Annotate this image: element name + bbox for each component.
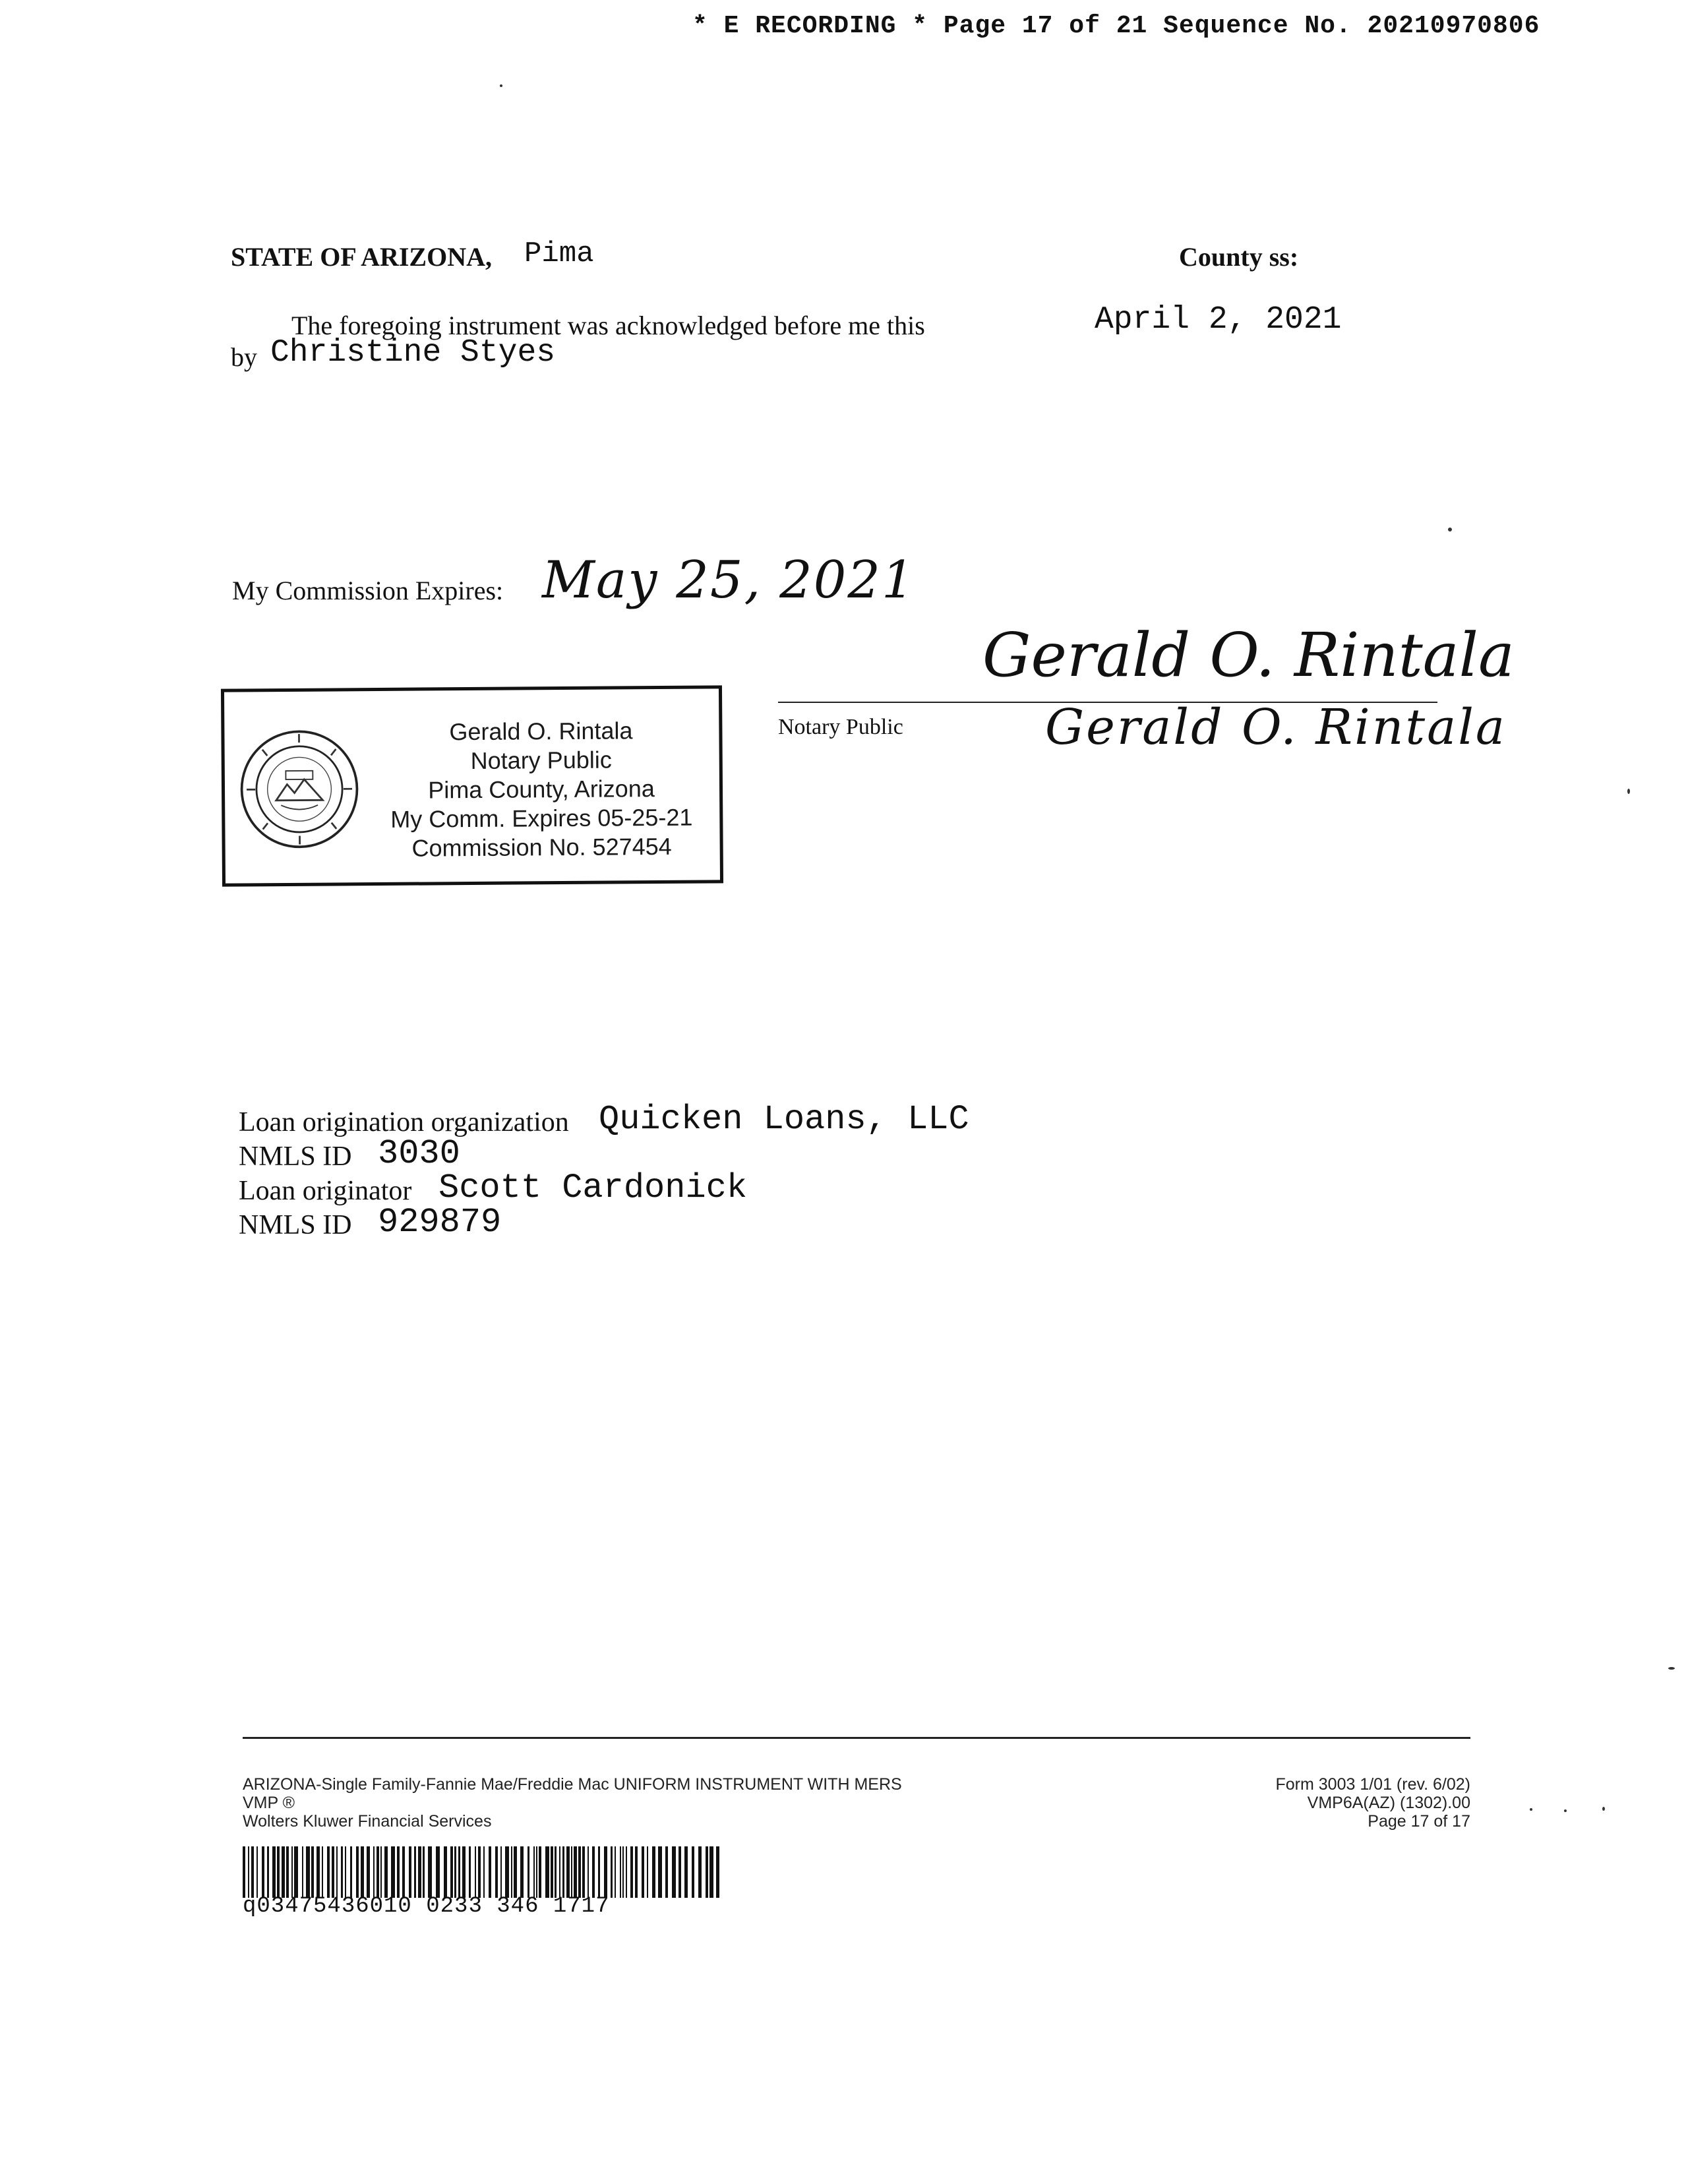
commission-expires-label: My Commission Expires: bbox=[232, 576, 504, 605]
stamp-commission-number: Commission No. 527454 bbox=[411, 832, 672, 862]
notary-signature: Gerald O. Rintala bbox=[982, 620, 1515, 690]
org-nmls-label: NMLS ID bbox=[239, 1141, 352, 1172]
footer-publisher: Wolters Kluwer Financial Services bbox=[243, 1812, 492, 1831]
acknowledgment-text: The foregoing instrument was acknowledged before me this bbox=[291, 311, 925, 340]
barcode-icon bbox=[243, 1846, 724, 1898]
barcode-text: q03475436010 0233 346 1717 bbox=[243, 1894, 610, 1919]
by-label: by bbox=[231, 342, 257, 372]
footer-form-title: ARIZONA-Single Family-Fannie Mae/Freddie Mac UNIFORM INSTRUMENT WITH MERS bbox=[243, 1775, 902, 1794]
signer-name: Christine Styes bbox=[270, 335, 556, 371]
footer-vmp: VMP ® bbox=[243, 1794, 295, 1812]
state-seal-icon bbox=[237, 727, 361, 851]
recording-header: * E RECORDING * Page 17 of 21 Sequence No. 20210970806 bbox=[692, 12, 1540, 40]
stamp-county: Pima County, Arizona bbox=[428, 775, 655, 804]
state-label: STATE OF ARIZONA, bbox=[231, 242, 492, 272]
footer-rule bbox=[243, 1737, 1470, 1739]
footer-form-code: VMP6A(AZ) (1302).00 bbox=[1307, 1794, 1470, 1812]
footer-form-info bbox=[1121, 1775, 1470, 1831]
notary-public-label: Notary Public bbox=[778, 715, 903, 739]
commission-expires-handwritten: May 25, 2021 bbox=[542, 551, 916, 610]
originator-nmls-value: 929879 bbox=[378, 1203, 502, 1242]
loan-originator-value: Scott Cardonick bbox=[438, 1168, 748, 1207]
stamp-notary-name: Gerald O. Rintala bbox=[449, 717, 633, 746]
org-nmls-value: 3030 bbox=[378, 1134, 460, 1173]
scan-speck bbox=[1530, 1808, 1532, 1811]
footer-page-number: Page 17 of 17 bbox=[1368, 1812, 1470, 1831]
scan-speck bbox=[1627, 789, 1630, 794]
scan-speck bbox=[1448, 528, 1452, 531]
notary-printed-name: Gerald O. Rintala bbox=[1045, 699, 1507, 756]
scan-speck bbox=[1602, 1807, 1605, 1811]
county-ss-label: County ss: bbox=[1179, 242, 1299, 272]
loan-org-label: Loan origination organization bbox=[239, 1107, 569, 1138]
acknowledgment-date: April 2, 2021 bbox=[1095, 302, 1342, 338]
notary-stamp bbox=[221, 685, 723, 886]
stamp-expiration: My Comm. Expires 05-25-21 bbox=[390, 803, 693, 833]
loan-org-value: Quicken Loans, LLC bbox=[599, 1100, 969, 1139]
scan-speck bbox=[1564, 1809, 1567, 1812]
scan-speck bbox=[500, 84, 502, 87]
loan-originator-label: Loan originator bbox=[239, 1176, 412, 1206]
footer-form-number: Form 3003 1/01 (rev. 6/02) bbox=[1275, 1775, 1470, 1794]
county-name: Pima bbox=[524, 237, 594, 270]
scan-speck bbox=[1668, 1667, 1675, 1670]
stamp-title: Notary Public bbox=[470, 746, 612, 775]
originator-nmls-label: NMLS ID bbox=[239, 1210, 352, 1240]
